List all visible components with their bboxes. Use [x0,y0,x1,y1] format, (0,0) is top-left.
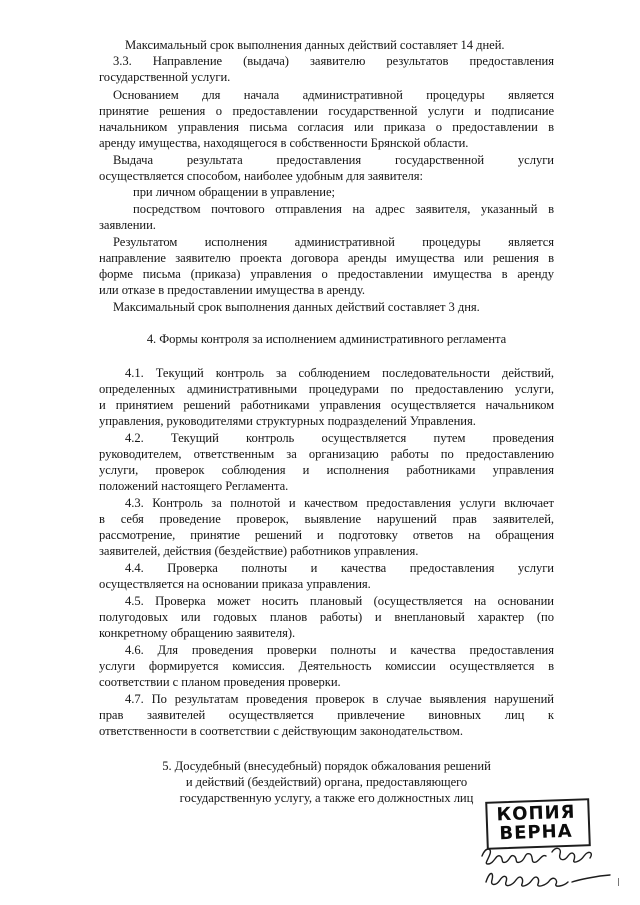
text-line: прав заявителей осуществляется привлечение виновных лиц к [99,708,554,722]
section-heading: 4. Формы контроля за исполнением административного регламента [146,332,507,346]
text-line: 4.4. Проверка полноты и качества предоставления услуги [125,561,554,575]
text-line: 4.6. Для проведения проверки полноты и качества предоставления [125,643,554,657]
scan-edge-mark [618,878,619,886]
section-heading: и действий (бездействий) органа, предоставляющего [185,775,468,789]
text-line: при личном обращении в управление; [133,185,335,199]
stamp-text-line1: КОПИЯ [496,801,576,826]
text-line: Максимальный срок выполнения данных действий составляет 14 дней. [125,38,505,52]
text-line: полугодовых или годовых планов работы) и внеплановый характер (по [99,610,554,624]
text-line: Результатом исполнения административной процедуры является [113,235,554,249]
text-line: руководителем, ответственным за организацию работы по предоставлению [99,447,554,461]
text-line: осуществляется на основании приказа управления. [99,577,371,591]
text-line: 4.2. Текущий контроль осуществляется путем проведения [125,431,554,445]
text-line: осуществляется способом, наиболее удобным для заявителя: [99,169,423,183]
text-line: форме письма (приказа) управления о предоставлении имущества в аренду [99,267,554,281]
handwritten-signature [476,842,616,898]
text-line: услуги формируется комиссия. Деятельность комиссии осуществляется в [99,659,554,673]
text-line: управления, руководителями структурных подразделений Управления. [99,414,476,428]
text-line: 4.1. Текущий контроль за соблюдением последовательности действий, [125,366,554,380]
text-line: государственной услуги. [99,70,231,84]
text-line: заявителей, действия (бездействие) работников управления. [99,544,419,558]
text-line: соответствии с планом проведения проверки. [99,675,341,689]
text-line: 4.3. Контроль за полнотой и качеством предоставления услуги включает [125,496,554,510]
text-line: направление заявителю проекта договора аренды имущества или решения в [99,251,554,265]
text-line: в себя проведение проверок, выявление нарушений прав заявителей, [99,512,554,526]
text-line: 4.7. По результатам проведения проверок в случае выявления нарушений [125,692,554,706]
text-line: определенных административными процедурами по предоставлению услуги, [99,382,554,396]
text-line: принятие решения о предоставлении государственной услуги и подписание [99,104,554,118]
text-line: заявлении. [99,218,156,232]
text-line: начальником управления письма согласия или приказа о предоставлении в [99,120,554,134]
text-line: Выдача результата предоставления государственной услуги [113,153,554,167]
copy-certified-stamp [486,800,590,848]
text-line: 4.5. Проверка может носить плановый (осуществляется на основании [125,594,554,608]
text-line: или отказе в предоставлении имущества в аренду. [99,283,365,297]
section-heading: 5. Досудебный (внесудебный) порядок обжалования решений [162,759,491,773]
text-line: аренду имущества, находящегося в собственности Брянской области. [99,136,469,150]
section-heading: государственную услугу, а также его должностных лиц [179,791,474,805]
stamp-text-line2: ВЕРНА [499,820,573,845]
text-line: 3.3. Направление (выдача) заявителю результатов предоставления [113,54,554,68]
text-line: положений настоящего Регламента. [99,479,289,493]
text-line: конкретному обращению заявителя). [99,626,296,640]
text-line: рассмотрение, принятие решений и подготовку ответов на обращения [99,528,554,542]
text-line: и принятием решений работниками управления осуществляется начальником [99,398,554,412]
text-line: ответственности в соответствии с действующим законодательством. [99,724,463,738]
text-line: Максимальный срок выполнения данных действий составляет 3 дня. [113,300,480,314]
text-line: посредством почтового отправления на адрес заявителя, указанный в [133,202,554,216]
text-line: услуги, проверок соблюдения и исполнения работниками управления [99,463,554,477]
text-line: Основанием для начала административной процедуры является [113,88,554,102]
